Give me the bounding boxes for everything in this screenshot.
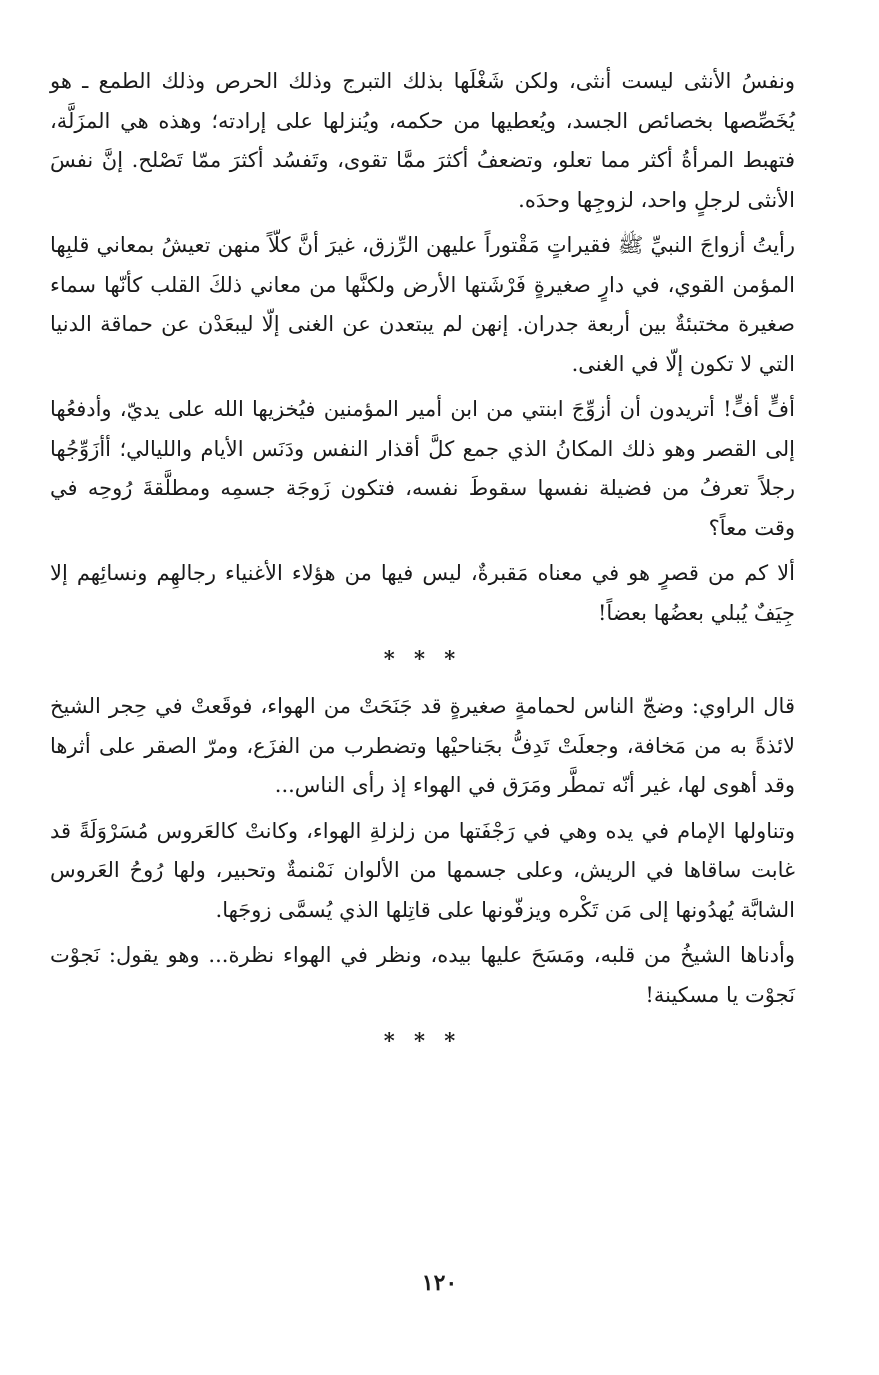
paragraph-female-soul: ونفسُ الأنثى ليست أنثى، ولكن شَغْلَها بذلك التبرج وذلك الحرص وذلك الطمع ـ هو يُخَصِّصها بخصائص الجسد، ويُعطيها من حكمه، ويُنزلها على إرادته؛ وهذه هي المزَلَّة، فتهبط المرأةُ أكثر مما تعلو، وتضعفُ أكثرَ ممَّا تقوى، وتَفسُد أكثرَ ممّا تَصْلح. إنَّ نفسَ الأنثى لرجلٍ واحد، لزوجِها وحدَه. <box>50 69 795 212</box>
page-number: ١٢٠ <box>421 1270 458 1296</box>
section-separator: * * * <box>383 1028 462 1053</box>
paragraph-refusal: أفٍّ أفٍّ! أتريدون أن أزوِّجَ ابنتي من ابن أمير المؤمنين فيُخزيها الله على يديّ، وأدفعُها إلى القصر وهو ذلك المكانُ الذي جمع كلَّ أقذار النفس ودَنَس الأيام والليالي؛ أأزَوِّجُها رجلاً تعرفُ من فضيلة نفسها سقوطَ نفسه، فتكون زَوجَة جسمِه ومطلَّقةَ رُوحِه في وقت معاً؟ <box>50 397 795 540</box>
page-body <box>50 62 795 1069</box>
paragraph-dove-saved: وأدناها الشيخُ من قلبه، ومَسَحَ عليها بيده، ونظر في الهواء نظرة... وهو يقول: نَجوْت نَجوْت يا مسكينة! <box>50 943 795 1007</box>
section-separator: * * * <box>383 646 462 671</box>
paragraph-prophets-wives: رأيتُ أزواجَ النبيِّ ﷺ فقيراتٍ مَقْتوراً عليهن الرِّزق، غيرَ أنَّ كلّاً منهن تعيشُ بمعاني قلبِها المؤمن القوي، في دارٍ صغيرةٍ فَرْشَتها الأرض ولكنَّها من معاني ذلكَ القلب كأنّها سماء صغيرة مختبئةٌ بين أربعة جدران. إنهن لم يبتعدن عن الغنى إلّا ليبعَدْن عن حماقة الدنيا التي لا تكون إلّا في الغنى. <box>50 233 795 376</box>
paragraph-dove-arrives: قال الراوي: وضجّ الناس لحمامةٍ صغيرةٍ قد جَنَحَتْ من الهواء، فوقَعتْ في حِجر الشيخ لائذةً به من مَخافة، وجعلَتْ تَدِفُّ بجَناحيْها وتضطرب من الفزَع، ومرّ الصقر على أثرها وقد أهوى لها، غير أنّه تمطَّر ومَرَق في الهواء إذ رأى الناس... <box>50 694 795 797</box>
paragraph-palace-grave: ألا كم من قصرٍ هو في معناه مَقبرةٌ، ليس فيها من هؤلاء الأغنياء رجالهِم ونسائِهم إلا جِيَفٌ يُبلي بعضُها بعضاً! <box>50 561 795 625</box>
paragraph-dove-bride: وتناولها الإمام في يده وهي في رَجْفَتها من زلزلةِ الهواء، وكانتْ كالعَروس مُسَرْوَلَةً قد غابت ساقاها في الريش، وعلى جسمها من الألوان نَمْنمةٌ وتحبير، ولها رُوحُ العَروس الشابَّة يُهدُونها إلى مَن تَكْره ويزفّونها على قاتِلها الذي يُسمَّى زوجَها. <box>50 818 795 922</box>
